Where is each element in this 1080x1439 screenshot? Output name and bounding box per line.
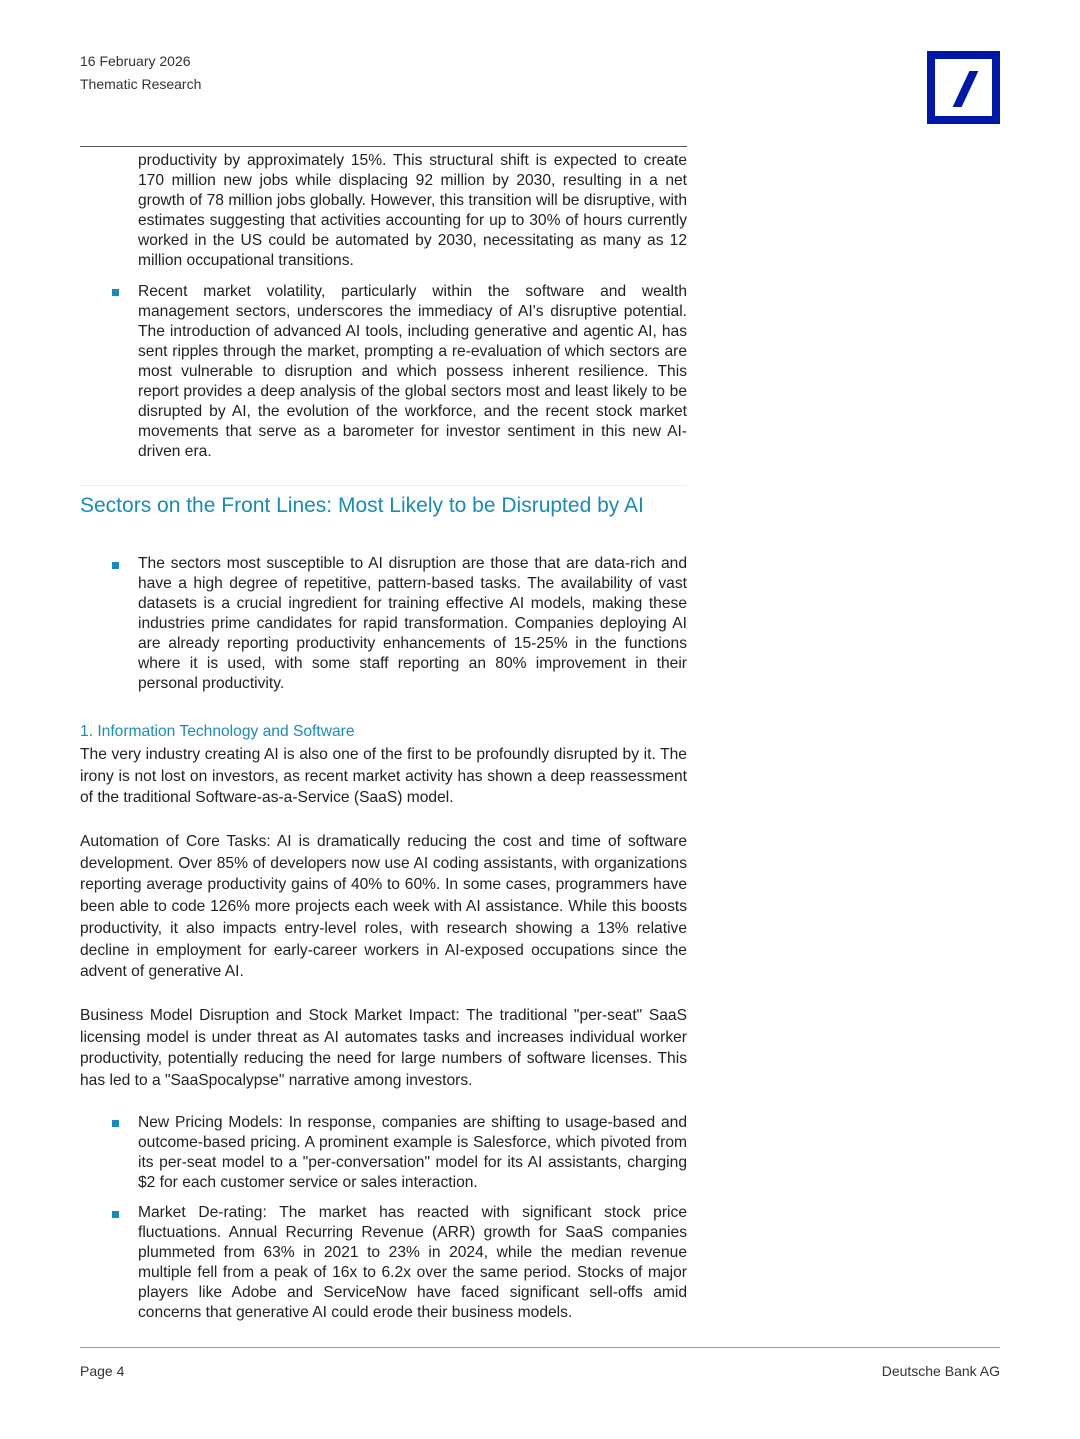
bullet-icon (112, 562, 119, 569)
bullet-icon (112, 289, 119, 296)
intro-continuation: productivity by approximately 15%. This structural shift is expected to create 170 million new jobs while displacing 92 million by 2030, resulting in a net growth of 78 million jobs globally. However, this transition will be disruptive, with estimates suggesting that activities accounting for up to 30% of hours currently worked in the US could be automated by 2030, necessitating as many as 12 million occupational transitions. (138, 152, 687, 269)
para-it: The very industry creating AI is also one of the first to be profoundly disrupted by it. The irony is not lost on investors, as recent market activity has shown a deep reassessment of the traditional Software-as-a-Service (SaaS) model. (80, 746, 687, 807)
header-divider (80, 146, 687, 147)
section-divider (80, 485, 687, 486)
footer-company: Deutsche Bank AG (881, 1363, 1000, 1379)
para-automation: Automation of Core Tasks: AI is dramatically reducing the cost and time of software development. Over 85% of developers now use AI coding assistants, with organizations reporting average productivity gains of 40% to 60%. In some cases, programmers have been able to code 126% more projects each week with AI assistance. While this boosts productivity, it also impacts entry-level roles, with research showing a 13% relative decline in employment for early-career workers in AI-exposed occupations since the advent of generative AI. (80, 833, 687, 981)
bullet-pricing: New Pricing Models: In response, companies are shifting to usage-based and outcome-based pricing. A prominent example is Salesforce, which pivoted from its per-seat model to a "per-conversation" model for its AI assistants, charging $2 for each customer service or sales interaction. (138, 1114, 687, 1191)
bullet-sectors: The sectors most susceptible to AI disruption are those that are data-rich and have a high degree of repetitive, pattern-based tasks. The availability of vast datasets is a crucial ingredient for training effective AI models, making these industries prime candidates for rapid transformation. Companies deploying AI are already reporting productivity enhancements of 15-25% in the functions where it is used, with some staff reporting an 80% improvement in their personal productivity. (138, 555, 687, 692)
report-type: Thematic Research (80, 76, 202, 92)
bullet-icon (112, 1120, 119, 1127)
footer-divider (80, 1347, 1000, 1348)
subheading-it: 1. Information Technology and Software (80, 723, 355, 740)
bullet-volatility: Recent market volatility, particularly within the software and wealth management sectors, underscores the immediacy of AI's disruptive potential. The introduction of advanced AI tools, including generative and agentic AI, has sent ripples through the market, prompting a re-evaluation of which sectors are most vulnerable to disruption and which possess inherent resilience. This report provides a deep analysis of the global sectors most and least likely to be disrupted by AI, the evolution of the workforce, and the recent stock market movements that serve as a barometer for investor sentiment in this new AI-driven era. (138, 283, 687, 460)
bullet-derating: Market De-rating: The market has reacted with significant stock price fluctuations. Annual Recurring Revenue (ARR) growth for SaaS companies plummeted from 63% in 2021 to 23% in 2024, while the median revenue multiple fell from a peak of 16x to 6.2x over the same period. Stocks of major players like Adobe and ServiceNow have faced significant sell-offs amid concerns that generative AI could erode their business models. (138, 1204, 687, 1321)
report-date: 16 February 2026 (80, 53, 191, 69)
bullet-icon (112, 1211, 119, 1218)
section-heading: Sectors on the Front Lines: Most Likely to be Disrupted by AI (80, 494, 644, 517)
deutsche-bank-logo-icon (927, 51, 1000, 124)
page-number: Page 4 (80, 1363, 125, 1379)
para-business: Business Model Disruption and Stock Market Impact: The traditional "per-seat" SaaS licensing model is under threat as AI automates tasks and increases individual worker productivity, potentially reducing the need for large numbers of software licenses. This has led to a "SaaSpocalypse" narrative among investors. (80, 1007, 687, 1090)
